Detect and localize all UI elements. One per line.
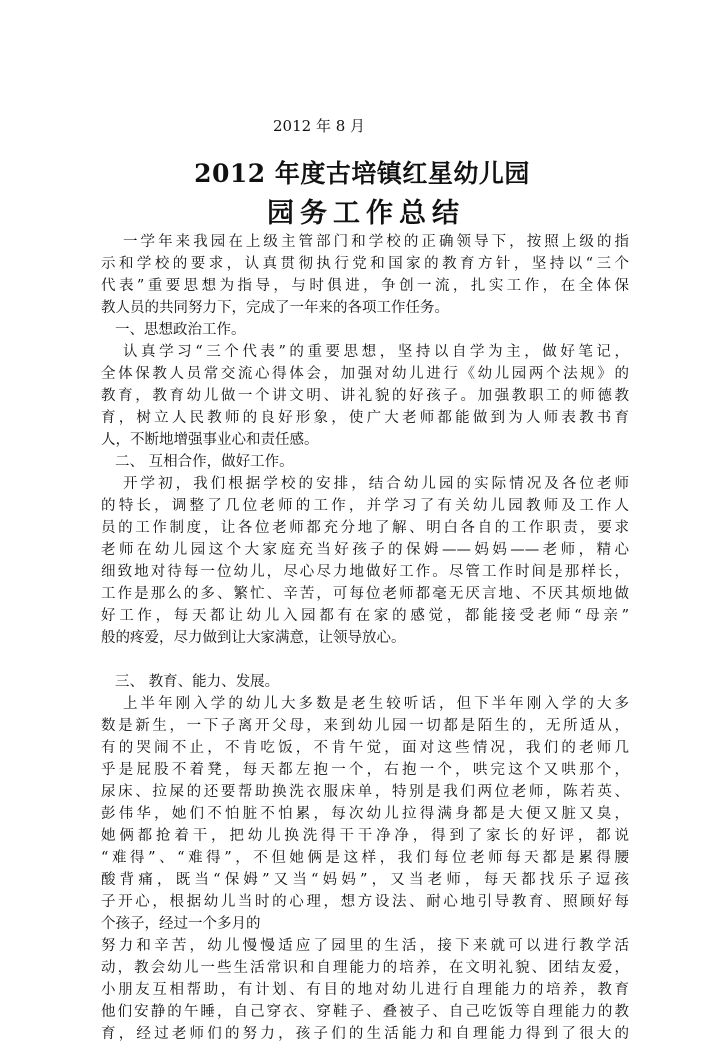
text-line: 员的工作制度，让各位老师都充分地了解、明白各自的工作职责，要求 (101, 520, 629, 536)
text-line: 般的疼爱，尽力做到让大家满意，让领导放心。 (101, 630, 406, 646)
document-title: 2012 年度古培镇红星幼儿园 (194, 159, 530, 188)
text-line: 个孩子，经过一个多月的 (101, 916, 261, 932)
text-line: 有的哭闹不止，不肯吃饭，不肯午觉，面对这些情况，我们的老师几 (101, 740, 629, 756)
text-line: 教育，教育幼儿做一个讲文明、讲礼貌的好孩子。加强教职工的师德教 (101, 388, 629, 404)
text-line: 育，树立人民教师的良好形象，使广大老师都能做到为人师表教书育 (101, 410, 629, 426)
text-line: 动，教会幼儿一些生活常识和自理能力的培养，在文明礼貌、团结友爱， (101, 960, 629, 976)
text-line: 教人员的共同努力下，完成了一年来的各项工作任务。 (101, 300, 449, 316)
document-subtitle: 园务工作总结 (267, 198, 465, 229)
text-line: 小朋友互相帮助，有计划、有目的地对幼儿进行自理能力的培养，教育 (101, 982, 629, 998)
text-line: 她俩都抢着干，把幼儿换洗得干干净净，得到了家长的好评，都说 (101, 828, 629, 844)
document-date: 2012 年 8 月 (273, 117, 366, 135)
text-line: 彭伟华，她们不怕脏不怕累，每次幼儿拉得满身都是大便又脏又臭， (101, 806, 629, 822)
text-line: 育，经过老师们的努力，孩子们的生活能力和自理能力得到了很大的 (101, 1026, 629, 1042)
text-line: 示和学校的要求，认真贯彻执行党和国家的教育方针，坚持以“三个 (101, 256, 629, 272)
text-line: 酸背痛，既当“保姆”又当“妈妈”，又当老师，每天都找乐子逗孩 (101, 872, 629, 888)
text-line: 他们安静的午睡，自己穿衣、穿鞋子、叠被子、自己吃饭等自理能力的教 (101, 1004, 629, 1020)
text-line: 上半年刚入学的幼儿大多数是老生较听话，但下半年刚入学的大多 (123, 696, 629, 712)
text-line: 尿床、拉屎的还要帮助换洗衣服床单，特别是我们两位老师，陈若英、 (101, 784, 629, 800)
text-line: 乎是屁股不着凳，每天都左抱一个，右抱一个，哄完这个又哄那个， (101, 762, 629, 778)
text-line: 的特长，调整了几位老师的工作，并学习了有关幼儿园教师及工作人 (101, 498, 629, 514)
text-line: 数是新生，一下子离开父母，来到幼儿园一切都是陌生的，无所适从， (101, 718, 629, 734)
text-line: 好工作，每天都让幼儿入园都有在家的感觉，都能接受老师“母亲” (101, 608, 629, 624)
document-body (101, 231, 629, 1045)
text-line: 努力和辛苦，幼儿慢慢适应了园里的生活，接下来就可以进行教学活 (101, 938, 629, 954)
text-line: 人，不断地增强事业心和责任感。 (101, 432, 319, 448)
text-line: 子开心，根据幼儿当时的心理，想方设法、耐心地引导教育、照顾好每 (101, 894, 629, 910)
section-heading: 一、思想政治工作。 (115, 322, 246, 338)
text-line: 工作是那么的多、繁忙、辛苦，可每位老师都毫无厌言地、不厌其烦地做 (101, 586, 629, 602)
text-line: 细致地对待每一位幼儿，尽心尽力地做好工作。尽管工作时间是那样长， (101, 564, 629, 580)
blank-line (101, 649, 629, 671)
text-line: 老师在幼儿园这个大家庭充当好孩子的保姆——妈妈——老师，精心 (101, 542, 629, 558)
text-line: 认真学习“三个代表”的重要思想，坚持以自学为主，做好笔记， (123, 344, 629, 360)
text-line: 代表”重要思想为指导，与时俱进，争创一流，扎实工作，在全体保 (101, 278, 629, 294)
section-heading: 二、 互相合作，做好工作。 (115, 454, 294, 470)
text-line: 一学年来我园在上级主管部门和学校的正确领导下，按照上级的指 (123, 234, 629, 250)
text-line: 全体保教人员常交流心得体会，加强对幼儿进行《幼儿园两个法规》的 (101, 366, 629, 382)
text-line: 开学初，我们根据学校的安排，结合幼儿园的实际情况及各位老师 (123, 476, 629, 492)
text-line: “难得”、“难得”，不但她俩是这样，我们每位老师每天都是累得腰 (101, 850, 629, 866)
section-heading: 三、 教育、能力、发展。 (115, 674, 280, 690)
